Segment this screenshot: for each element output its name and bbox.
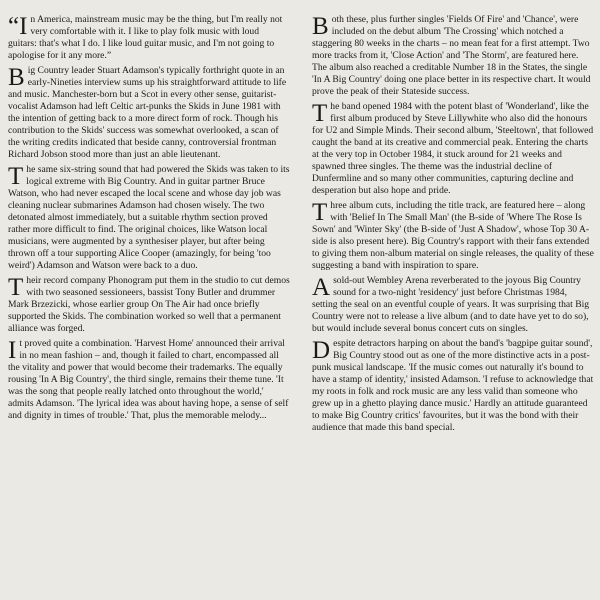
paragraph-text: n America, mainstream music may be the thing, but I'm really not very comfortable with it. I like to play folk music with loud guitars: that's what I do. I like loud guitar music, and I'm not going to apologise for it any more.” xyxy=(8,14,283,61)
paragraph xyxy=(312,14,594,98)
paragraph-text: hree album cuts, including the title track, are featured here – along with 'Belief In The Small Man' (the B-side of 'Where The Rose Is Sown' and 'Winter Sky' (the B-side of 'Just A Shadow', whose Top 30 A-side is also present here). Big Country's rapport with their fans extended to giving them non-album material on single releases, the quality of these suggesting a band with inspiration to spare. xyxy=(312,200,594,271)
drop-cap: A xyxy=(312,274,331,301)
paragraph xyxy=(312,275,594,335)
drop-cap: T xyxy=(8,274,24,301)
paragraph-text: heir record company Phonogram put them in the studio to cut demos with two seasoned sessioneers, bassist Tony Butler and drummer Mark Brzezicki, whose earlier group On The Air had once briefly supported the Skids. The combination worked so well that a permanent alliance was forged. xyxy=(8,275,290,334)
paragraph xyxy=(8,275,290,335)
drop-cap: T xyxy=(312,199,328,226)
paragraph-text: espite detractors harping on about the band's 'bagpipe guitar sound', Big Country stood out as one of the more distinctive acts in a post-punk musical landscape. 'If the music comes out naturally it's bound to have a stamp of identity,' insisted Adamson. 'I refuse to acknowledge that my roots in folk and rock music are any less valid than someone who grew up in a ghetto playing dance music.' Hardly an attitude guaranteed to make Big Country critics' favourites, but it was the bond with their audience that made this band special. xyxy=(312,338,594,433)
drop-cap: D xyxy=(312,337,331,364)
paragraph xyxy=(312,200,594,272)
drop-cap: B xyxy=(8,64,25,91)
drop-cap: I xyxy=(8,337,17,364)
paragraph-text: oth these, plus further singles 'Fields Of Fire' and 'Chance', were included on the debut album 'The Crossing' which notched a staggering 80 weeks in the charts – no mean feat for a first attempt. Two more tracks from it, 'Close Action' and 'The Storm', are featured here. The album also reached a creditable Number 18 in the States, the single 'In A Big Country' doing one place better in its respective chart. It would prove the peak of their Stateside success. xyxy=(312,14,591,97)
drop-cap: T xyxy=(312,100,328,127)
left-column xyxy=(8,14,290,425)
drop-cap: B xyxy=(312,13,329,40)
right-column xyxy=(312,14,594,437)
paragraph-text: ig Country leader Stuart Adamson's typically forthright quote in an early-Nineties interview sums up his straightforward attitude to life and music. Manchester-born but a Scot in every other sense, guitarist-vocalist Adamson had left Celtic art-punks the Skids in June 1981 with the intention of getting back to a more direct form of rock. Though his contribution to the Skids' success was somewhat overlooked, a scan of the writing credits indicated that beside canny, controversial frontman Richard Jobson stood more than just an able lieutenant. xyxy=(8,65,287,160)
drop-cap: T xyxy=(8,163,24,190)
paragraph xyxy=(312,338,594,434)
paragraph xyxy=(8,338,290,422)
paragraph xyxy=(312,101,594,197)
paragraph xyxy=(8,14,290,62)
paragraph-text: he band opened 1984 with the potent blast of 'Wonderland', like the first album produced by Steve Lillywhite who also did the honours for U2 and Simple Minds. Their second album, 'Steeltown', that followed caught the band at its creative and commercial peak. Entering the charts at the very top in October 1984, it stuck around for 21 weeks and spawned three singles. The theme was the industrial decline of Dunfermline and so many other communities, capturing decline and desperation but also hope and pride. xyxy=(312,101,594,196)
paragraph xyxy=(8,164,290,272)
paragraph-text: he same six-string sound that had powered the Skids was taken to its logical extreme with Big Country. And in guitar partner Bruce Watson, who had never escaped the local scene and whose day job was cleaning nuclear submarines Adamson had chosen wisely. The two detonated almost immediately, but a suitable rhythm section proved rather more difficult to find. The original choices, like Watson local musicians, were augmented by a synthesiser player, but after being thrown off a tour supporting Alice Cooper (amazingly, for being 'too weird') Adamson and Watson were back to a duo. xyxy=(8,164,290,271)
paragraph-text: t proved quite a combination. 'Harvest Home' announced their arrival in no mean fashion – and, though it failed to chart, encompassed all the vitality and power that would become their trademarks. The equally rousing 'In A Big Country', the third single, remains their theme tune. 'It was the song that people really latched onto throughout the world,' admits Adamson. 'The lyrical idea was about having hope, a sense of self and dignity in times of trouble.' That, plus the memorable melody... xyxy=(8,338,289,421)
paragraph xyxy=(8,65,290,161)
paragraph-text: sold-out Wembley Arena reverberated to the joyous Big Country sound for a two-night 'residency' just before Christmas 1984, setting the seal on an eventful couple of years. It was surprising that Big Country were not to release a live album (and to date have yet to do so), but would include several bonus concert cuts on singles. xyxy=(312,275,590,334)
drop-cap: “I xyxy=(8,13,28,40)
